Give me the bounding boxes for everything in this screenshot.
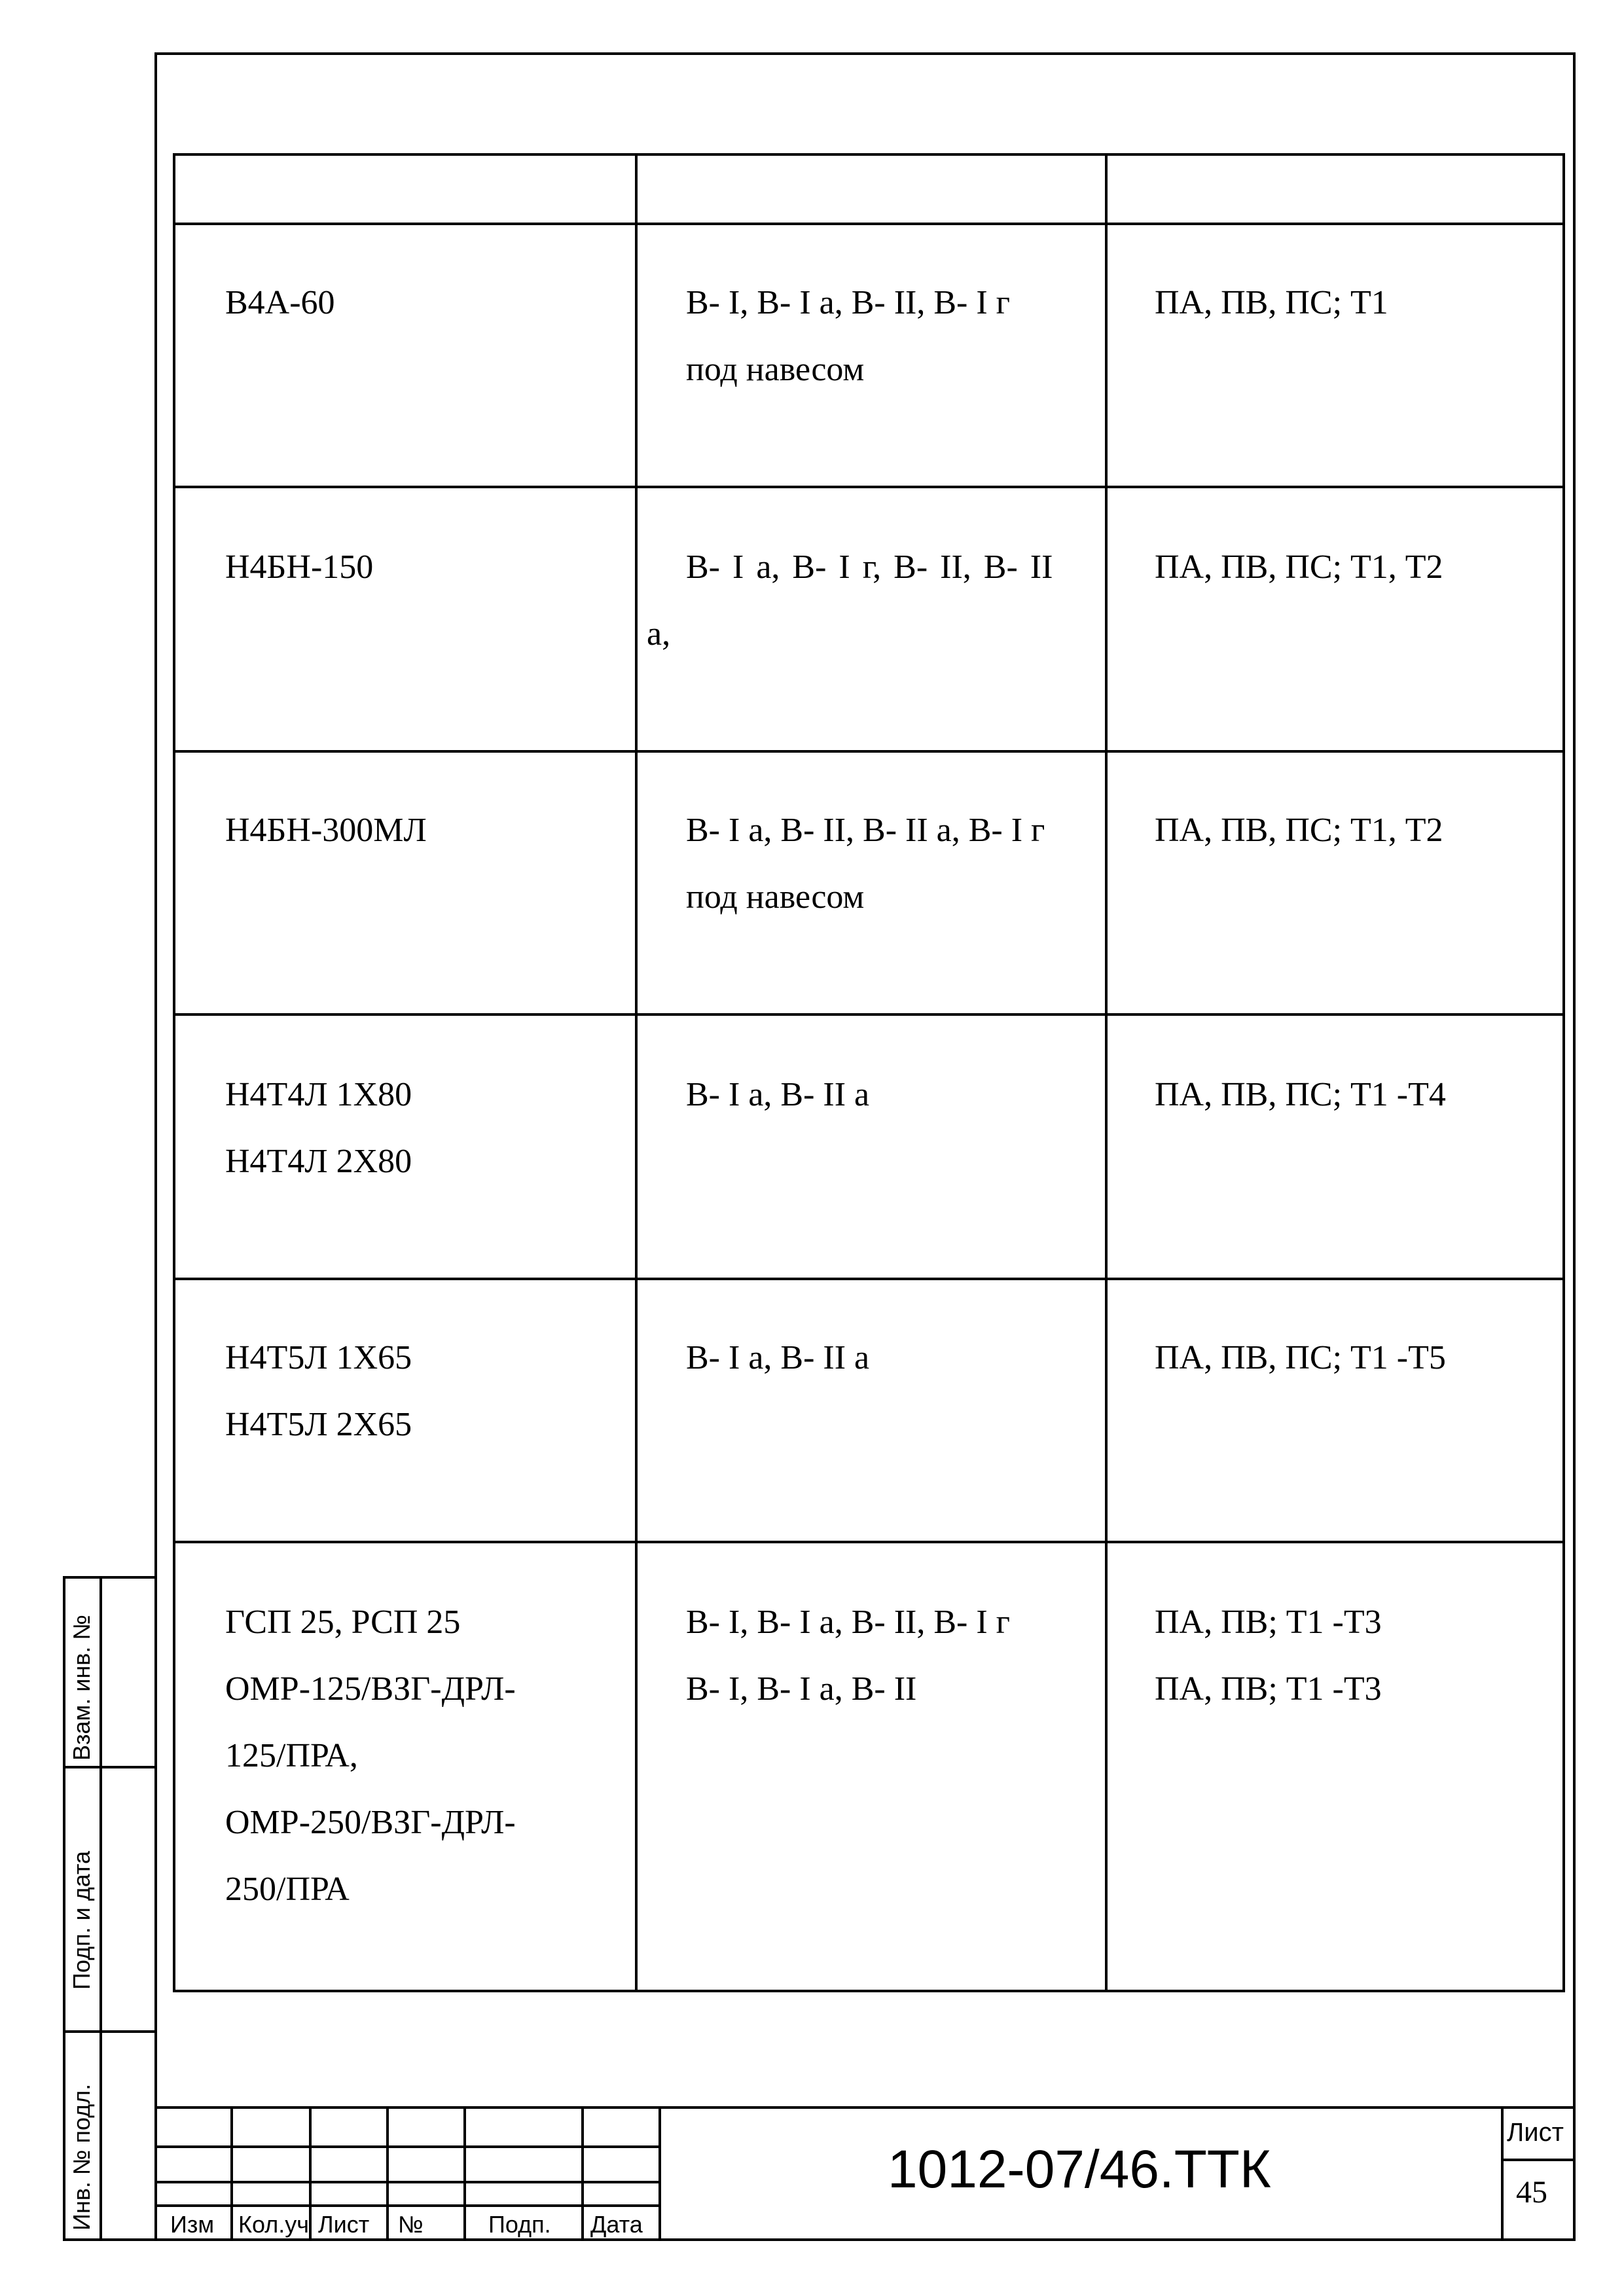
table-cell: Н4Т4Л 1Х80 Н4Т4Л 2Х80 xyxy=(225,1076,412,1180)
table-cell: Н4Т5Л 1Х65 Н4Т5Л 2Х65 xyxy=(225,1339,412,1443)
title-block-line xyxy=(1501,2159,1576,2161)
izm-label: Изм xyxy=(170,2211,215,2238)
side-stamp-line xyxy=(63,2030,157,2033)
title-block-line xyxy=(463,2106,466,2241)
row-divider xyxy=(175,486,1565,488)
table-cell: В- I, В- I а, В- II, В- I г под навесом xyxy=(686,284,1010,388)
podp-data-label: Подп. и дата xyxy=(68,1850,95,1990)
title-block-line xyxy=(386,2106,389,2241)
num-label: № xyxy=(398,2211,424,2238)
data-label: Дата xyxy=(590,2211,643,2238)
table-cell: В- I а, В- II а xyxy=(686,1339,870,1376)
side-stamp xyxy=(63,1576,157,2241)
sheet-number: 45 xyxy=(1516,2175,1547,2210)
side-stamp-line xyxy=(63,2238,157,2241)
table-cell: В4А-60 xyxy=(225,284,335,321)
column-divider xyxy=(1105,156,1108,1992)
side-stamp-line xyxy=(63,1766,157,1768)
table-cell: ПА, ПВ; Т1 -Т3 ПА, ПВ; Т1 -Т3 xyxy=(1155,1604,1382,1708)
table-cell: В- I, В- I а, В- II, В- I г В- I, В- I а, В- II xyxy=(686,1604,1010,1708)
podp-label: Подп. xyxy=(488,2211,551,2238)
title-block-line xyxy=(581,2106,584,2241)
sheet-label: Лист xyxy=(1507,2118,1564,2147)
table-cell: Н4БН-150 xyxy=(225,548,374,586)
table-cell: В- I а, В- II а xyxy=(686,1076,870,1113)
title-block-line xyxy=(154,2106,1576,2109)
row-divider xyxy=(175,1541,1565,1543)
table-cell: В- I а, В- II, В- II а, В- I г под навесом xyxy=(686,812,1045,916)
table-cell: ПА, ПВ, ПС; Т1 xyxy=(1155,284,1388,321)
data-table xyxy=(173,153,1565,1992)
side-stamp-line xyxy=(63,1576,157,1579)
title-block-line xyxy=(230,2106,233,2241)
column-divider xyxy=(635,156,638,1992)
table-cell: ГСП 25, РСП 25 ОМР-125/ВЗГ-ДРЛ- 125/ПРА, ОМР-250/ВЗГ-ДРЛ- 250/ПРА xyxy=(225,1604,516,1908)
title-block xyxy=(154,2106,1576,2241)
title-block-line xyxy=(1501,2106,1504,2241)
title-block-line xyxy=(309,2106,312,2241)
table-cell: ПА, ПВ, ПС; Т1 -Т5 xyxy=(1155,1339,1446,1376)
table-cell: ПА, ПВ, ПС; Т1 -Т4 xyxy=(1155,1076,1446,1113)
row-divider xyxy=(175,750,1565,753)
inv-podl-label: Инв. № подл. xyxy=(68,2083,95,2231)
side-stamp-line xyxy=(63,1576,65,2241)
document-code: 1012-07/46.ТТК xyxy=(888,2140,1271,2199)
zam-inv-label: Взам. инв. № xyxy=(68,1614,95,1761)
table-cell: В- I а, В- I г, В- II, В- II а, xyxy=(647,548,1053,653)
row-divider xyxy=(175,223,1565,225)
table-cell: ПА, ПВ, ПС; Т1, Т2 xyxy=(1155,548,1443,586)
row-divider xyxy=(175,1013,1565,1016)
table-cell: Н4БН-300МЛ xyxy=(225,812,427,849)
title-block-line xyxy=(659,2106,661,2241)
kol-uch-label: Кол.уч xyxy=(238,2211,309,2238)
side-stamp-line xyxy=(99,1576,102,2241)
table-cell: ПА, ПВ, ПС; Т1, Т2 xyxy=(1155,812,1443,849)
list-label: Лист xyxy=(318,2211,370,2238)
row-divider xyxy=(175,1278,1565,1280)
